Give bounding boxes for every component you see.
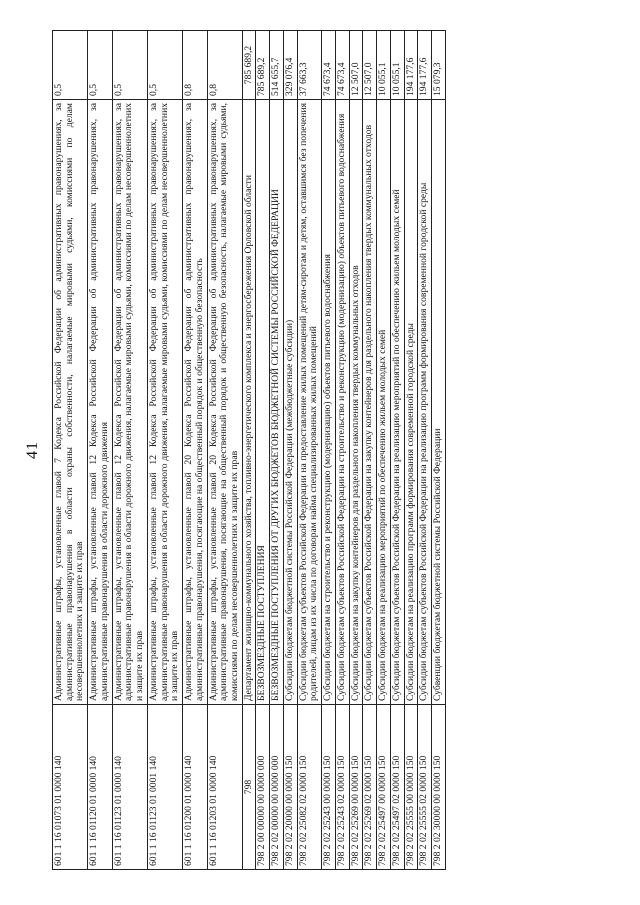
row-description: Административные штрафы, установленные главой 20 Кодекса Российской Федерации об административных правонарушениях, за административные правонарушения, посягающие на общественный порядок и общественную безопасность, налагаемые мировыми судьями, комиссиями по делам несовершеннолетних и защите их прав	[207, 100, 242, 705]
row-description: Субсидии бюджетам субъектов Российской Федерации на закупку контейнеров для раздельного накопления твердых коммунальных отходов	[363, 100, 377, 705]
row-description: Административные штрафы, установленные главой 12 Кодекса Российской Федерации об административных правонарушениях, за административные правонарушения в области дорожного движения	[88, 100, 112, 705]
table-row	[207, 31, 242, 870]
table-row	[256, 31, 270, 870]
row-amount: 74 673,4	[335, 31, 349, 100]
row-amount: 329 076,4	[283, 31, 297, 100]
table-body	[53, 31, 446, 870]
row-description: Субсидии бюджетам на реализацию мероприятий по обеспечению жильем молодых семей	[377, 100, 391, 705]
row-code: 601 1 16 01123 01 0000 140	[112, 705, 147, 870]
row-code: 798 2 02 25555 00 0000 150	[404, 705, 418, 870]
table-row	[183, 31, 207, 870]
table-row	[390, 31, 404, 870]
row-code: 798 2 02 25497 02 0000 150	[390, 705, 404, 870]
table-row	[404, 31, 418, 870]
row-code: 798 2 02 25269 00 0000 150	[349, 705, 363, 870]
row-amount: 785 689,2	[256, 31, 270, 100]
table-row	[88, 31, 112, 870]
row-description: Административные штрафы, установленные главой 20 Кодекса Российской Федерации об административных правонарушениях, за административные правонарушения, посягающие на общественный порядок и общественную безопасность	[183, 100, 207, 705]
table-row	[297, 31, 321, 870]
table-row	[363, 31, 377, 870]
row-amount: 0,5	[88, 31, 112, 100]
row-amount: 74 673,4	[322, 31, 336, 100]
row-code: 798 2 02 25555 02 0000 150	[418, 705, 432, 870]
row-amount: 10 055,1	[377, 31, 391, 100]
row-code: 798 2 02 30000 00 0000 150	[432, 705, 446, 870]
table-row	[283, 31, 297, 870]
row-description: Субвенции бюджетам бюджетной системы Российской Федерации	[432, 100, 446, 705]
row-code: 798 2 02 25243 02 0000 150	[335, 705, 349, 870]
row-code: 601 1 16 01200 01 0000 140	[183, 705, 207, 870]
row-description: БЕЗВОЗМЕЗДНЫЕ ПОСТУПЛЕНИЯ	[256, 100, 270, 705]
table-row	[147, 31, 182, 870]
row-code: 601 1 16 01203 01 0000 140	[207, 705, 242, 870]
row-code: 798 2 02 25269 02 0000 150	[363, 705, 377, 870]
table-row	[322, 31, 336, 870]
row-description: Субсидии бюджетам на закупку контейнеров для раздельного накопления твердых коммунальных отходов	[349, 100, 363, 705]
row-amount: 0,5	[53, 31, 88, 100]
row-code: 601 1 16 01120 01 0000 140	[88, 705, 112, 870]
row-description: Административные штрафы, установленные главой 12 Кодекса Российской Федерации об административных правонарушениях, за административные правонарушения в области дорожного движения, налагаемые мировыми судьями, комиссиями по делам несовершеннолетних и защите их прав	[112, 100, 147, 705]
table-row	[432, 31, 446, 870]
row-amount: 0,5	[112, 31, 147, 100]
table-row	[377, 31, 391, 870]
row-description: Субсидии бюджетам на реализацию программ формирования современной городской среды	[404, 100, 418, 705]
row-amount: 15 079,3	[432, 31, 446, 100]
row-description: Субсидии бюджетам на строительство и реконструкцию (модернизацию) объектов питьевого водоснабжения	[322, 100, 336, 705]
table-row	[335, 31, 349, 870]
row-description: Департамент жилищно-коммунального хозяйства, топливно-энергетического комплекса и энергосбережения Орловской области	[242, 100, 256, 705]
row-code: 798 2 02 00000 00 0000 000	[270, 705, 284, 870]
table-row	[349, 31, 363, 870]
table-row	[112, 31, 147, 870]
row-description: Субсидии бюджетам субъектов Российской Федерации на строительство и реконструкцию (модернизацию) объектов питьевого водоснабжения	[335, 100, 349, 705]
row-amount: 0,8	[207, 31, 242, 100]
table-row	[242, 31, 256, 870]
row-description: БЕЗВОЗМЕЗДНЫЕ ПОСТУПЛЕНИЯ ОТ ДРУГИХ БЮДЖЕТОВ БЮДЖЕТНОЙ СИСТЕМЫ РОССИЙСКОЙ ФЕДЕРАЦИИ	[270, 100, 284, 705]
row-amount: 37 663,3	[297, 31, 321, 100]
row-amount: 785 689,2	[242, 31, 256, 100]
row-amount: 514 655,7	[270, 31, 284, 100]
row-code: 601 1 16 01123 01 0001 140	[147, 705, 182, 870]
row-code: 798 2 02 20000 00 0000 150	[283, 705, 297, 870]
row-code: 798 2 02 25082 02 0000 150	[297, 705, 321, 870]
row-amount: 194 177,6	[404, 31, 418, 100]
row-code: 798	[242, 705, 256, 870]
table-row	[53, 31, 88, 870]
row-description: Субсидии бюджетам бюджетной системы Российской Федерации (межбюджетные субсидии)	[283, 100, 297, 705]
row-description: Субсидии бюджетам субъектов Российской Федерации на предоставление жилых помещений детям-сиротам и детям, оставшимся без попечения родителей, лицам из их числа по договорам найма специализированных жилых помещений	[297, 100, 321, 705]
row-amount: 0,8	[183, 31, 207, 100]
row-description: Административные штрафы, установленные главой 7 Кодекса Российской Федерации об административных правонарушениях, за административные правонарушения в области охраны собственности, налагаемые мировыми судьями, комиссиями по делам несовершеннолетних и защите их прав	[53, 100, 88, 705]
page-number: 41	[24, 441, 41, 459]
row-amount: 194 177,6	[418, 31, 432, 100]
row-code: 798 2 02 25497 00 0000 150	[377, 705, 391, 870]
rotated-page	[12, 10, 612, 890]
row-code: 601 1 16 01073 01 0000 140	[53, 705, 88, 870]
row-amount: 10 055,1	[390, 31, 404, 100]
row-code: 798 2 02 25243 00 0000 150	[322, 705, 336, 870]
table-row	[418, 31, 432, 870]
budget-revenue-table	[52, 30, 446, 870]
row-amount: 12 507,0	[363, 31, 377, 100]
row-description: Субсидии бюджетам субъектов Российской Федерации на реализацию программ формирования современной городской среды	[418, 100, 432, 705]
row-code: 798 2 00 00000 00 0000 000	[256, 705, 270, 870]
row-amount: 0,5	[147, 31, 182, 100]
row-description: Административные штрафы, установленные главой 12 Кодекса Российской Федерации об административных правонарушениях, за административные правонарушения в области дорожного движения, налагаемые мировыми судьями, комиссиями по делам несовершеннолетних и защите их прав	[147, 100, 182, 705]
row-description: Субсидии бюджетам субъектов Российской Федерации на реализацию мероприятий по обеспечению жильем молодых семей	[390, 100, 404, 705]
row-amount: 12 507,0	[349, 31, 363, 100]
table-row	[270, 31, 284, 870]
